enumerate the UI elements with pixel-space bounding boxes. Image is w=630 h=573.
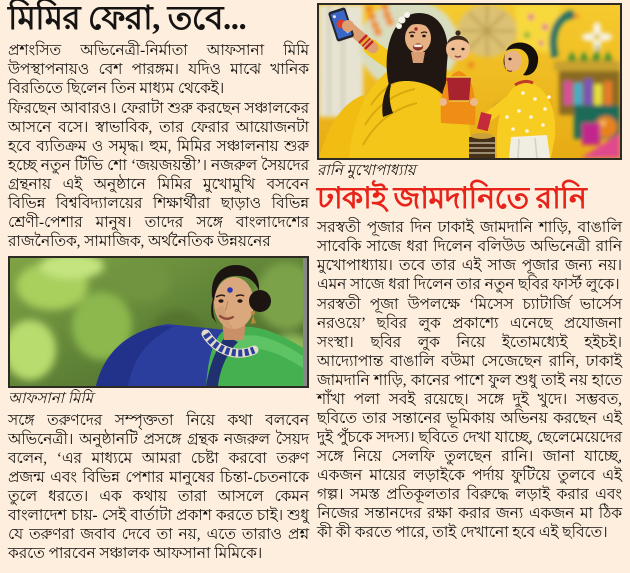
afsana-mimi-caption: আফসানা মিমি — [8, 390, 94, 407]
afsana-mimi-figure — [8, 256, 309, 409]
article-mimi-paragraph: প্রশংসিত অভিনেত্রী-নির্মাতা আফসানা মিমি উপস্থাপনায়ও বেশ পারঙ্গম। যদিও মাঝে খানিক বিরতিতে ছিলেন তিন মাধ্যম থেকেই। — [8, 41, 309, 97]
article-rani-paragraph: সরস্বতী পূজার দিন ঢাকাই জামদানি শাড়ি, বাঙালি সাবেকি সাজে ধরা দিলেন বলিউড অভিনেত্রী রানি মুখোপাধ্যায়। তবে তার এই সাজ পূজার জন্য নয়। এমন সাজে ধরা দিলেন তার নতুন ছবির ফার্স্ট লুকে। — [317, 219, 622, 294]
article-rani-headline: ঢাকাই জামদানিতে রানি — [317, 182, 587, 215]
article-rani-paragraph: সরস্বতী পূজা উপলক্ষে ‘মিসেস চ্যাটার্জি ভার্সেস নরওয়ে’ ছবির লুক প্রকাশ্যে এনেছে প্রযোজনা সংস্থা। ছবির লুক নিয়ে ইতোমধ্যেই হইচই। আদ্যোপান্ত বাঙালি বউমা সেজেছেন রানি, ঢাকাই জামদানি শাড়ি, কানের পাশে ফুল শুধু তাই নয় হাতে শাঁখা পলা সবই রয়েছে। সঙ্গে দুই খুদে। সম্ভবত, ছবিতে তার সন্তানের ভূমিকায় অভিনয় করছেন এই দুই পুঁচকে সদস্য। ছবিতে দেখা যাচ্ছে, ছেলেমেয়েদের সঙ্গে নিয়ে সেলফি তুলছেন রানি। জানা যাচ্ছে, একজন মায়ের লড়াইকে পর্দায় ফুটিয়ে তুলবে এই গল্প। সমস্ত প্রতিকূলতার বিরুদ্ধে লড়াই করার এবং নিজের সন্তানদের রক্ষা করার জন্য একজন মা ঠিক কী কী করতে পারে, তাই দেখানো হবে এই ছবিতে। — [317, 296, 622, 542]
article-mimi-headline: মিমির ফেরা, তবে... — [8, 1, 247, 37]
article-mimi-paragraph: ফিরছেন আবারও। ফেরাটা শুরু করছেন সঞ্চালকের আসনে বসে। স্বাভাবিক, তার ফেরার আয়োজনটা হবে ব্যতিক্রম ও সমৃদ্ধ। হুম, মিমির সঞ্চালনায় শুরু হচ্ছে নতুন টিভি শো ‘জয়জয়ন্তী’। নজরুল সৈয়দের গ্রন্থনায় এই অনুষ্ঠানে মিমির মুখোমুখি বসবেন বিভিন্ন বিশ্ববিদ্যালয়ের শিক্ষার্থীরা ছাড়াও বিভিন্ন শ্রেণী-পেশার মানুষ। তাদের সঙ্গে বাংলাদেশের রাজনৈতিক, সামাজিক, অর্থনৈতিক উন্নয়নের — [8, 99, 309, 250]
afsana-mimi-photo-illustration — [10, 258, 303, 386]
article-mimi — [8, 2, 309, 564]
rani-selfie-photo — [317, 3, 622, 160]
article-rani — [317, 3, 622, 543]
rani-selfie-photo-illustration — [319, 5, 620, 158]
rani-selfie-caption: রানি মুখোপাধ্যায় — [317, 163, 416, 179]
afsana-mimi-photo — [8, 256, 309, 388]
rani-selfie-figure — [317, 3, 622, 181]
article-mimi-paragraph: সঙ্গে তরুণদের সম্পৃক্ততা নিয়ে কথা বলবেন অভিনেত্রী। অনুষ্ঠানটি প্রসঙ্গে গ্রন্থক নজরুল সৈয়দ বলেন, ‘এর মাধ্যমে আমরা চেষ্টা করবো তরুণ প্রজন্ম এবং বিভিন্ন পেশার মানুষের চিন্তা-চেতনাকে তুলে ধরতে। এক কথায় তারা আসলে কেমন বাংলাদেশ চায়- সেই বার্তাটা প্রকাশ করতে চাই। শুধু যে তরুণরা জবাব দেবে তা নয়, এতে তারাও প্রশ্ন করতে পারবেন সঞ্চালক আফসানা মিমিকে। — [8, 411, 309, 562]
